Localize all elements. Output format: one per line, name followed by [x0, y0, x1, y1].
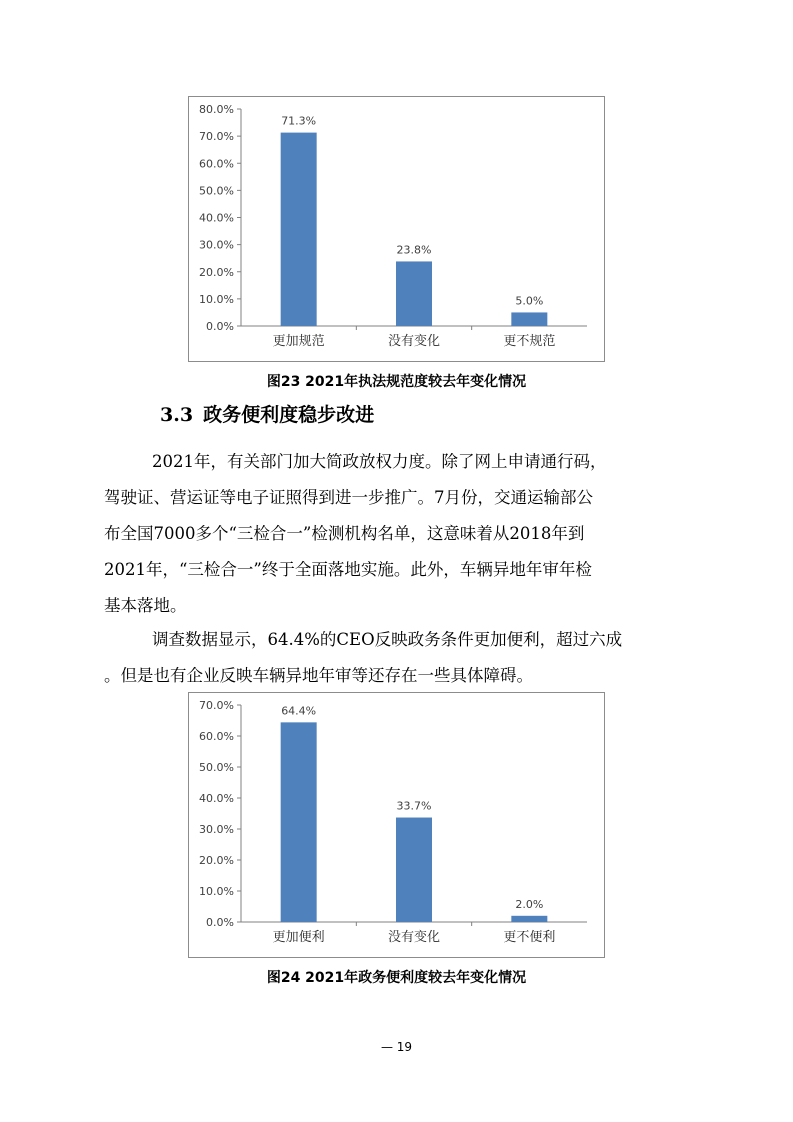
- section-heading: [160, 403, 374, 427]
- x-category-label: 更加便利: [272, 930, 325, 945]
- y-tick-label: 0.0%: [206, 320, 234, 333]
- y-tick-label: 0.0%: [206, 916, 234, 929]
- y-tick-label: 10.0%: [199, 292, 234, 306]
- x-category-label: 更加规范: [272, 334, 325, 349]
- y-tick-label: 60.0%: [199, 157, 234, 171]
- bar-chart-law-enforcement: [189, 97, 604, 361]
- bar-data-label: 5.0%: [515, 294, 544, 308]
- section-number: 3.3: [160, 404, 194, 426]
- figure-24-caption: 图24 2021年政务便利度较去年变化情况: [266, 970, 527, 986]
- y-tick-label: 20.0%: [199, 854, 234, 867]
- bar: [281, 133, 317, 326]
- paragraph-line: 布全国7000多个“三检合一”检测机构名单，这意味着从2018年到: [104, 524, 585, 543]
- y-tick-label: 70.0%: [199, 130, 234, 144]
- page-number: — 19: [380, 1040, 413, 1054]
- y-tick-label: 30.0%: [199, 238, 234, 252]
- bar: [511, 916, 547, 922]
- paragraph-line: 调查数据显示，64.4%的CEO反映政务条件更加便利，超过六成: [152, 630, 623, 649]
- chart-figure-23: [188, 96, 605, 362]
- figure-23-caption: 图23 2021年执法规范度较去年变化情况: [266, 374, 527, 390]
- bar: [396, 818, 432, 922]
- y-tick-label: 50.0%: [199, 761, 234, 774]
- y-tick-label: 60.0%: [199, 730, 234, 743]
- bar-data-label: 71.3%: [281, 114, 317, 128]
- y-tick-label: 50.0%: [199, 184, 234, 198]
- y-tick-label: 40.0%: [199, 211, 234, 225]
- y-tick-label: 40.0%: [199, 792, 234, 805]
- bar-data-label: 33.7%: [396, 799, 432, 813]
- paragraph-line: 基本落地。: [104, 596, 187, 615]
- x-category-label: 没有变化: [387, 334, 441, 349]
- bar: [281, 722, 317, 922]
- paragraph-2: [104, 622, 684, 694]
- bar-data-label: 23.8%: [396, 243, 432, 257]
- bar-chart-government-convenience: [189, 693, 604, 957]
- paragraph-1: [104, 444, 684, 624]
- y-tick-label: 30.0%: [199, 823, 234, 836]
- bar: [511, 312, 547, 326]
- chart-figure-24: [188, 692, 605, 958]
- x-category-label: 更不规范: [503, 334, 556, 349]
- x-category-label: 没有变化: [387, 930, 441, 945]
- y-tick-label: 80.0%: [199, 103, 234, 116]
- bar: [396, 261, 432, 326]
- x-category-label: 更不便利: [503, 930, 556, 945]
- bar-data-label: 64.4%: [281, 704, 317, 718]
- y-tick-label: 10.0%: [199, 885, 234, 898]
- y-tick-label: 20.0%: [199, 265, 234, 279]
- y-tick-label: 70.0%: [199, 699, 234, 712]
- bar-data-label: 2.0%: [515, 897, 544, 911]
- paragraph-line: 2021年，有关部门加大简政放权力度。除了网上申请通行码，: [152, 452, 607, 471]
- paragraph-line: 。但是也有企业反映车辆异地年审等还存在一些具体障碍。: [104, 666, 533, 685]
- paragraph-line: 驾驶证、营运证等电子证照得到进一步推广。7月份，交通运输部公: [104, 488, 593, 507]
- paragraph-line: 2021年，“三检合一”终于全面落地实施。此外，车辆异地年审年检: [104, 560, 592, 579]
- section-title: 政务便利度稳步改进: [203, 404, 375, 426]
